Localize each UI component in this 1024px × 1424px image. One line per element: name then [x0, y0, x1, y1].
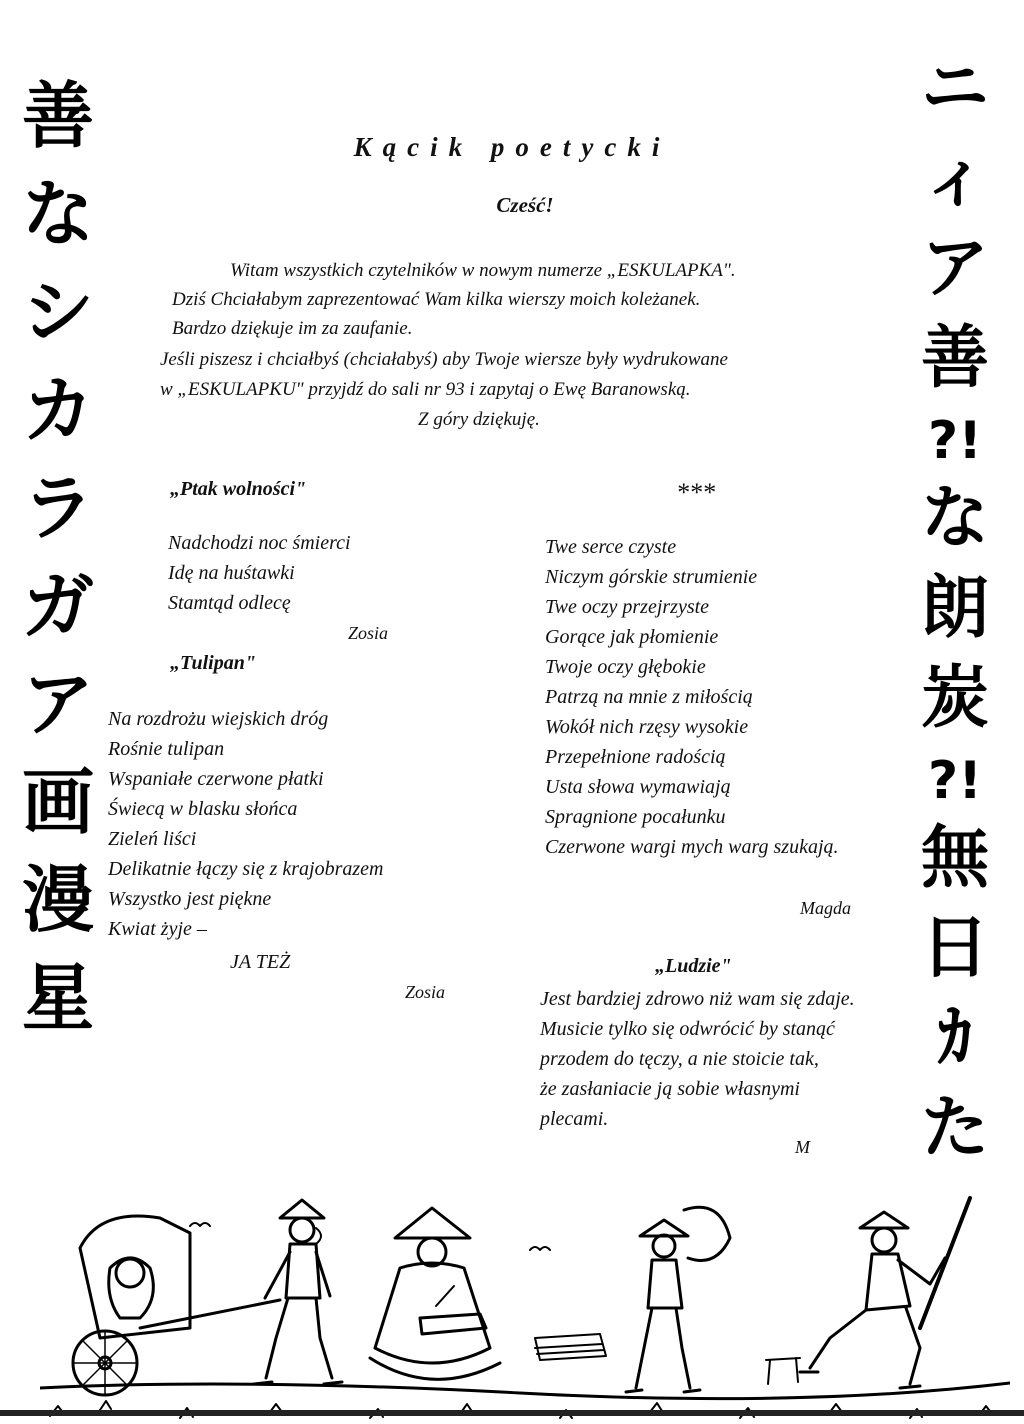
intro-line-4: Jeśli piszesz i chciałbyś (chciałabyś) aby Twoje wiersze były wydrukowane [160, 349, 728, 370]
poem-line: Usta słowa wymawiają [545, 776, 731, 798]
poem-line: Idę na huśtawki [168, 562, 295, 584]
right-decorative-characters: ニ ィ ア 善 ?! な 朗 炭 ?! 無 日 ｶ た [920, 49, 989, 1168]
poem-tulipan-body [108, 704, 384, 944]
poem-ptak-author: Zosia [348, 623, 389, 643]
poem-tulipan-final: JA TEŻ [230, 951, 291, 973]
intro-line-3: Bardzo dziękuje im za zaufanie. [172, 318, 413, 339]
poem-stars-author: Magda [800, 898, 851, 918]
poem-ludzie-title: „Ludzie" [655, 955, 732, 977]
poem-line: że zasłaniacie ją sobie własnymi [540, 1078, 800, 1100]
poem-line: Niczym górskie strumienie [545, 566, 758, 588]
poem-ludzie-author: M [795, 1137, 810, 1157]
intro-line-1: Witam wszystkich czytelników w nowym numerze „ESKULAPKA". [230, 260, 736, 281]
poem-ptak-body [168, 528, 351, 618]
poem-line: Stamtąd odlecę [168, 592, 291, 614]
poem-line: Jest bardziej zdrowo niż wam się zdaje. [540, 988, 855, 1010]
poem-line: Zieleń liści [108, 828, 197, 850]
poem-line: Wokół nich rzęsy wysokie [545, 716, 749, 738]
greeting: Cześć! [496, 193, 554, 217]
intro-line-2: Dziś Chciałabym zaprezentować Wam kilka wierszy moich koleżanek. [172, 289, 701, 310]
intro-line-5: w „ESKULAPKU" przyjdź do sali nr 93 i zapytaj o Ewę Baranowską. [160, 379, 691, 400]
poem-line: Przepełnione radością [545, 746, 726, 768]
poem-line: Gorące jak płomienie [545, 626, 719, 648]
bottom-border-line [0, 1410, 1024, 1416]
poem-line: Delikatnie łączy się z krajobrazem [108, 858, 384, 880]
poem-line: Twe oczy przejrzyste [545, 596, 710, 618]
cartoon-illustration [40, 1188, 1010, 1424]
poem-line: Wszystko jest piękne [108, 888, 272, 910]
poem-tulipan-author: Zosia [405, 982, 446, 1002]
poem-line: plecami. [540, 1108, 609, 1130]
poem-stars-title: *** [676, 478, 715, 507]
intro-line-6: Z góry dziękuję. [418, 409, 540, 430]
poem-line: Na rozdrożu wiejskich dróg [108, 708, 329, 730]
poem-tulipan-title: „Tulipan" [170, 652, 256, 674]
poem-line: Czerwone wargi mych warg szukają. [545, 836, 839, 858]
poem-line: Patrzą na mnie z miłością [545, 686, 753, 708]
poem-line: Twe serce czyste [545, 536, 677, 558]
poem-line: przodem do tęczy, a nie stoicie tak, [540, 1048, 819, 1070]
poem-line: Musicie tylko się odwrócić by stanąć [540, 1018, 835, 1040]
poem-stars-body [545, 532, 839, 862]
page-title: Kącik poetycki [353, 132, 671, 162]
poem-line: Nadchodzi noc śmierci [168, 532, 351, 554]
left-decorative-characters: 善 な シ カ ラ ガ ア 画 漫 星 [21, 74, 94, 1040]
poem-line: Spragnione pocałunku [545, 806, 726, 828]
poem-line: Świecą w blasku słońca [108, 798, 298, 820]
poem-ludzie-body [540, 984, 855, 1134]
poem-line: Twoje oczy głębokie [545, 656, 706, 678]
poem-ptak-title: „Ptak wolności" [170, 478, 307, 500]
poem-line: Wspaniałe czerwone płatki [108, 768, 324, 790]
poem-line: Kwiat żyje – [108, 918, 207, 940]
poem-line: Rośnie tulipan [108, 738, 225, 760]
